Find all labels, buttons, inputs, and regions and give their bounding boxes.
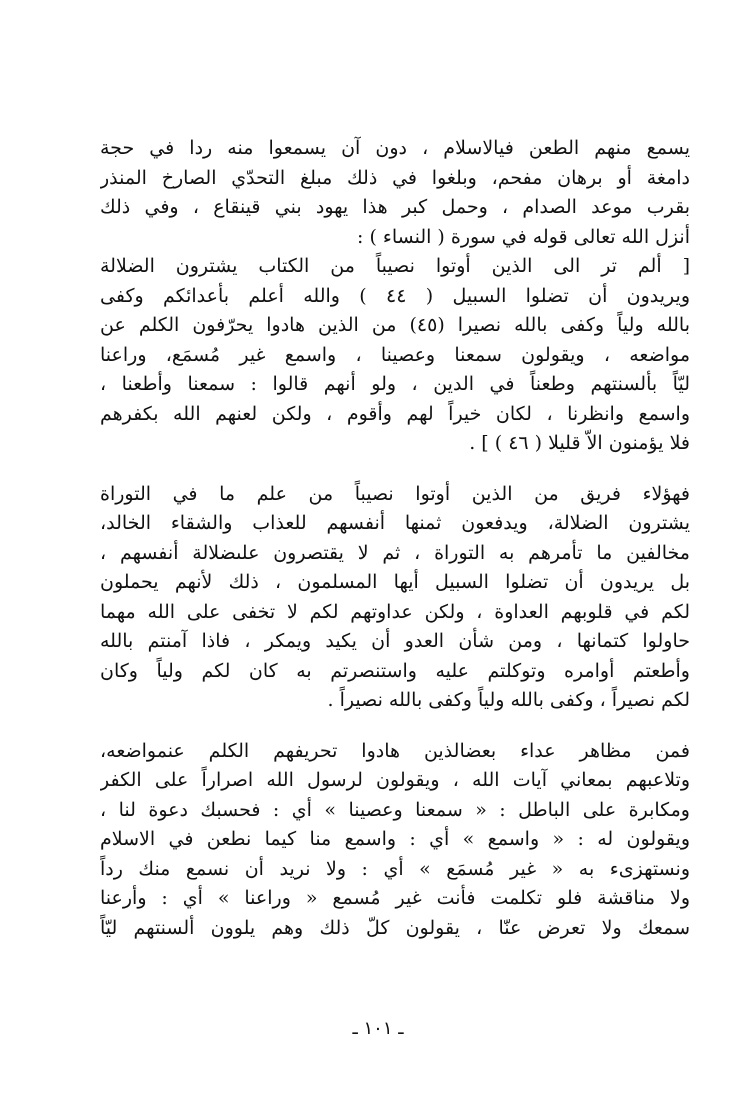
- text-line: فهؤلاء فريق من الذين أوتوا نصيباً من علم ما في التوراة: [100, 482, 690, 505]
- text-line: لكم في قلوبهم العداوة ، ولكن عداوتهم لكم لا تخفى على الله مهما: [100, 600, 690, 623]
- paragraph-1: [100, 134, 690, 459]
- paragraph-gap: [100, 459, 690, 480]
- paragraph-gap: [100, 716, 690, 737]
- text-line: ومكابرة على الباطل : « سمعنا وعصينا » أي : فحسبك دعوة لنا ،: [100, 798, 690, 821]
- text-line: وتلاعبهم بمعاني آيات الله ، ويقولون لرسول الله اصراراً على الكفر: [100, 769, 690, 791]
- text-line: لكم نصيراً ، وكفى بالله ولياً وكفى بالله نصيراً .: [327, 689, 690, 711]
- quran-verse-line: بالله ولياً وكفى بالله نصيرا (٤٥) من الذين هادوا يحرّفون الكلم عن: [100, 314, 690, 336]
- text-line: فمن مظاهر عداء بعضالذين هادوا تحريفهم الكلم عنمواضعه،: [100, 739, 690, 762]
- text-line: يشترون الضلالة، ويدفعون ثمنها أنفسهم للعذاب والشقاء الخالد،: [100, 512, 690, 534]
- text-line: أنزل الله تعالى قوله في سورة ( النساء ) :: [357, 225, 690, 248]
- text-line: حاولوا كتمانها ، ومن شأن العدو أن يكيد ويمكر ، فاذا آمنتم بالله: [100, 630, 690, 652]
- quran-verse-line: ويريدون أن تضلوا السبيل ( ٤٤ ) والله أعلم بأعدائكم وكفى: [100, 284, 690, 307]
- text-line: وأطعتم أوامره وتوكلتم عليه واستنصرتم به كان لكم ولياً وكان: [100, 659, 690, 682]
- body-text: [100, 134, 690, 943]
- text-line: ويقولون له : « واسمع » أي : واسمع منا كيما نطعن في الاسلام: [100, 828, 690, 850]
- quran-verse-line: مواضعه ، ويقولون سمعنا وعصينا ، واسمع غير مُسمَع، وراعنا: [100, 343, 690, 366]
- text-line: ولا مناقشة فلو تكلمت فأنت غير مُسمع « وراعنا » أي : وأرعنا: [100, 887, 690, 909]
- text-line: بقرب موعد الصدام ، وحمل كبر هذا يهود بني قينقاع ، وفي ذلك: [100, 196, 690, 218]
- text-line: ونستهزىء به « غير مُسمَع » أي : ولا نريد أن نسمع منك رداً: [100, 857, 690, 880]
- text-line: مخالفين ما تأمرهم به التوراة ، ثم لا يقتصرون علىضلالة أنفسهم ،: [100, 541, 690, 564]
- paragraph-3: [100, 737, 690, 944]
- quran-verse-line: فلا يؤمنون الاّ قليلا ( ٤٦ ) ] .: [469, 432, 690, 454]
- quran-verse-line: ليّاً بألسنتهم وطعناً في الدين ، ولو أنهم قالوا : سمعنا وأطعنا ،: [100, 373, 690, 395]
- quran-verse-line: [ ألم تر الى الذين أوتوا نصيباً من الكتاب يشترون الضلالة: [100, 255, 690, 277]
- text-line: دامغة أو برهان مفحم، وبلغوا في ذلك مبلغ التحدّي الصارخ المنذر: [100, 166, 690, 189]
- text-line: يسمع منهم الطعن فيالاسلام ، دون آن يسمعوا منه ردا في حجة: [100, 137, 690, 159]
- paragraph-2: [100, 480, 690, 716]
- text-line: بل يريدون أن تضلوا السبيل أيها المسلمون ، ذلك لأنهم يحملون: [100, 571, 690, 593]
- page-number: ـ ١٠١ ـ: [352, 1018, 404, 1039]
- text-line: سمعك ولا تعرض عنّا ، يقولون كلّ ذلك وهم يلوون ألسنتهم ليّاً: [100, 916, 690, 939]
- quran-verse-line: واسمع وانظرنا ، لكان خيراً لهم وأقوم ، ولكن لعنهم الله بكفرهم: [100, 402, 690, 425]
